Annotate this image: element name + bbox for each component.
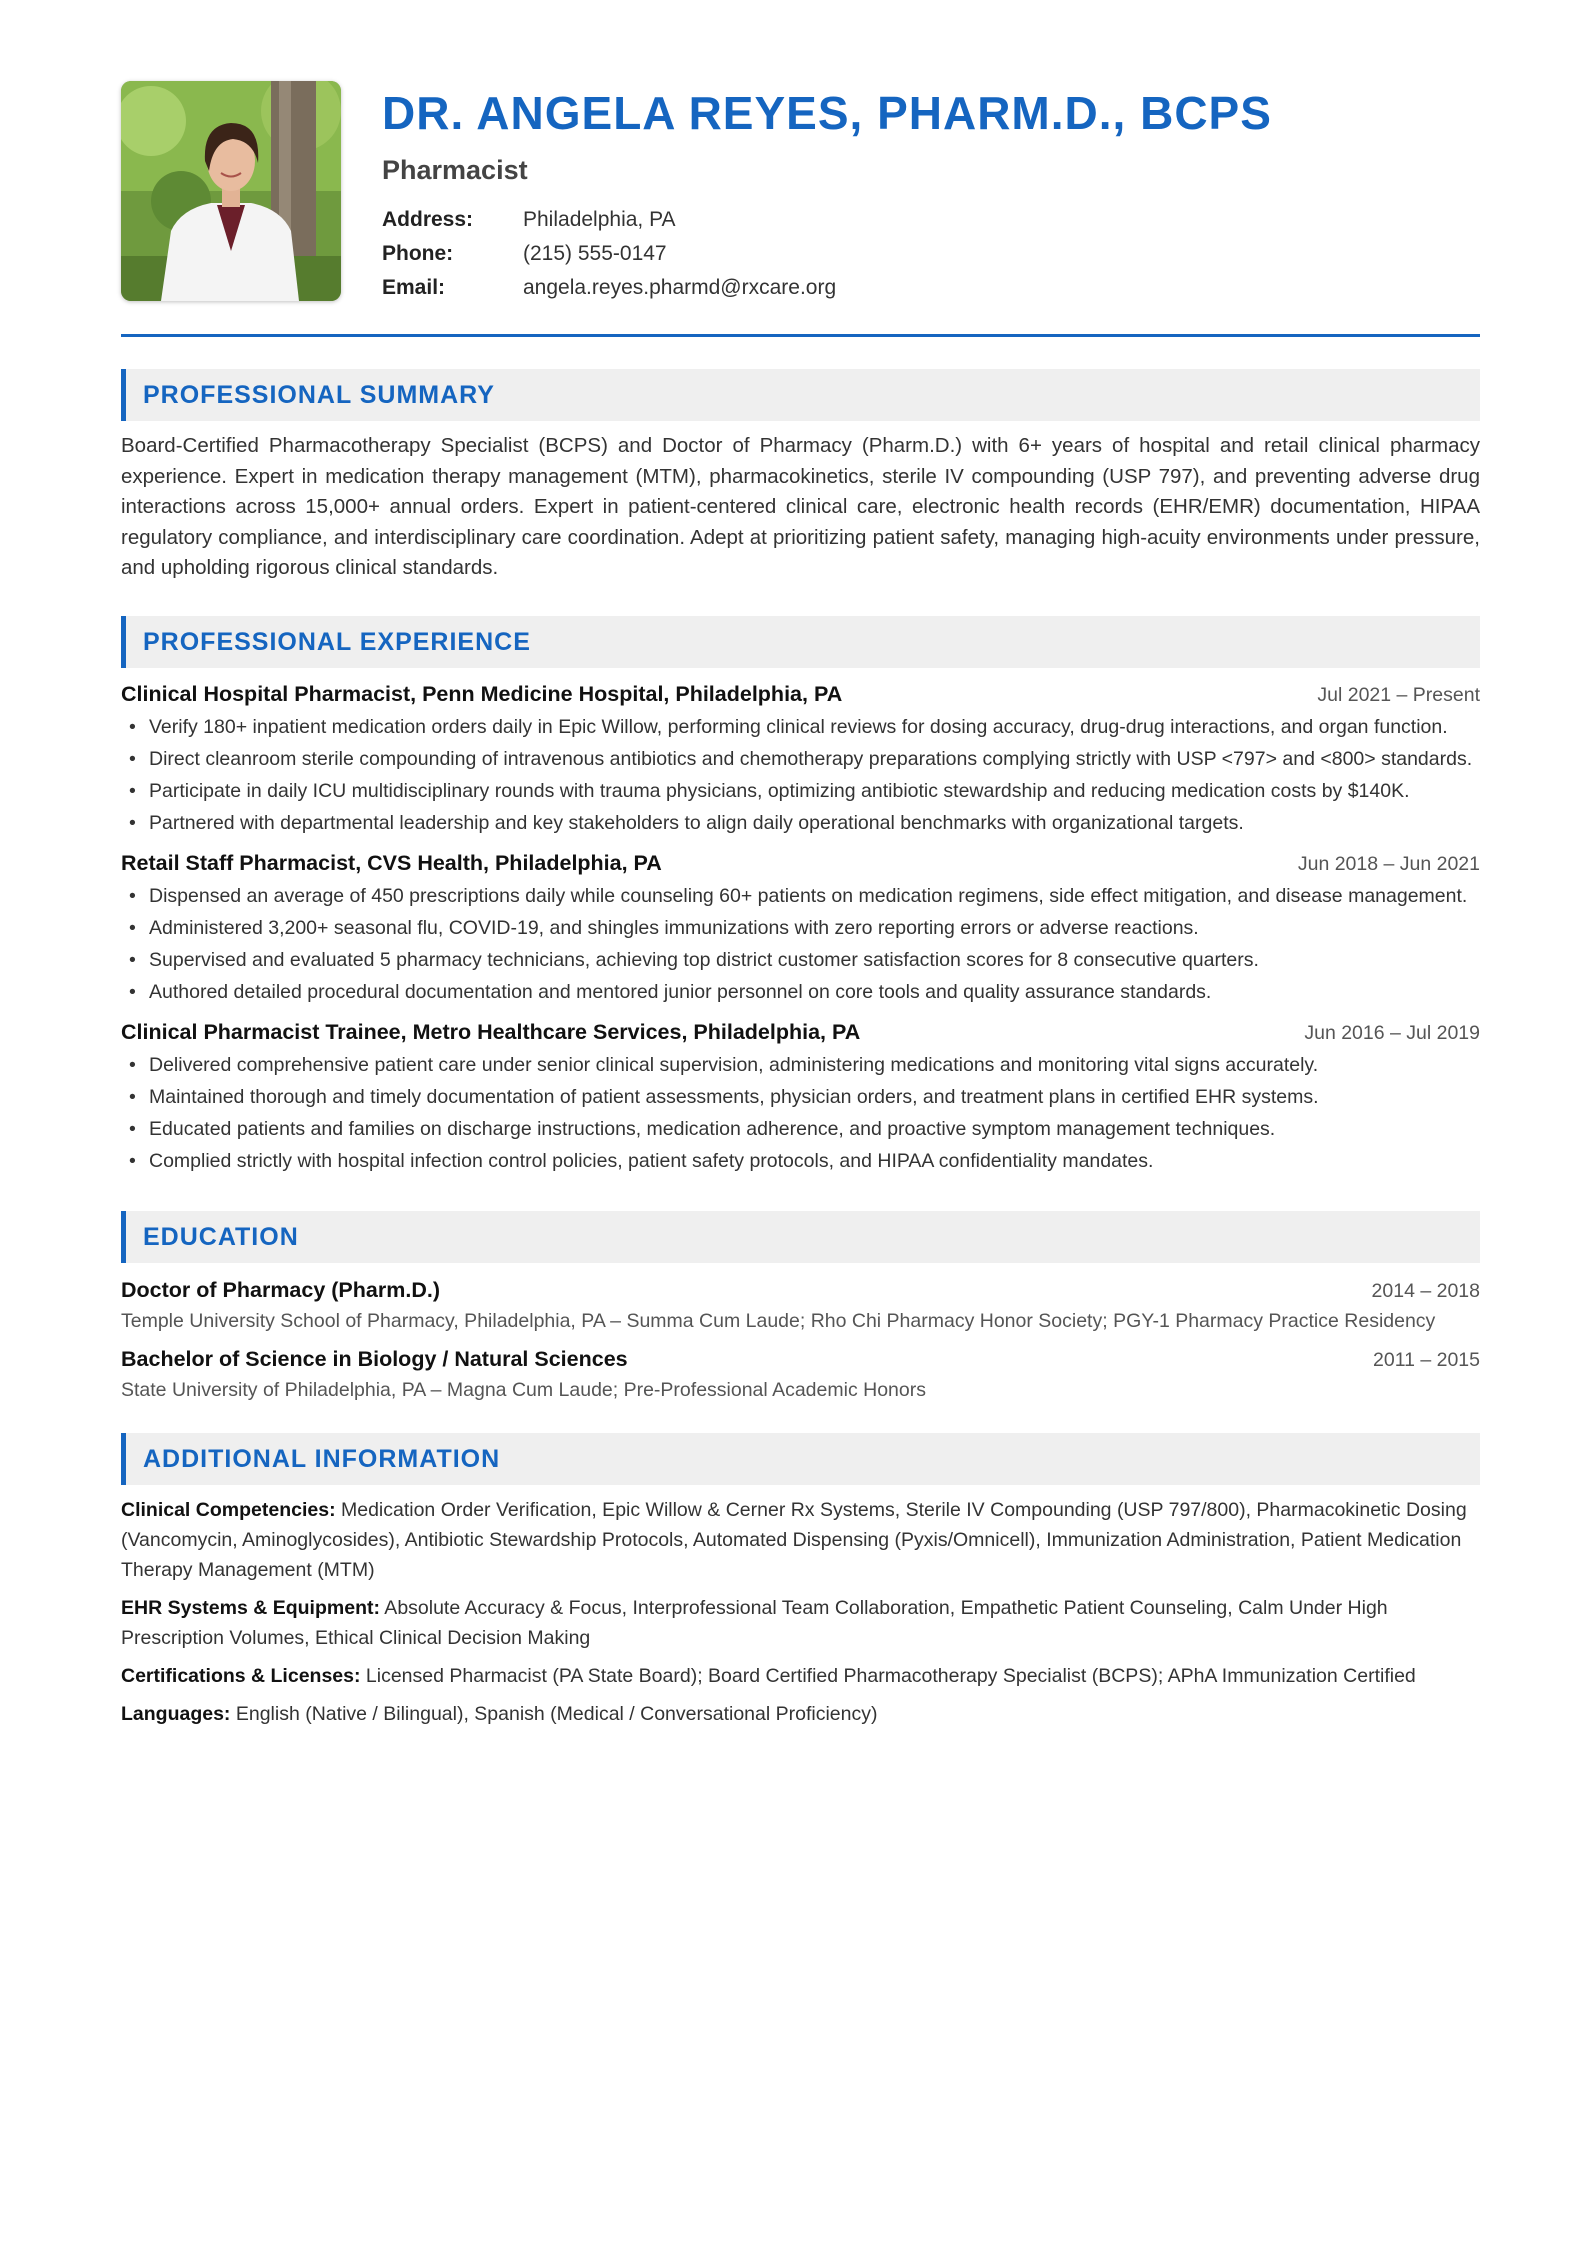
info-label: Clinical Competencies: bbox=[121, 1498, 336, 1521]
job-role: Pharmacist bbox=[382, 155, 528, 185]
info-label: EHR Systems & Equipment: bbox=[121, 1596, 380, 1619]
job-entry bbox=[121, 847, 1480, 1006]
job-header bbox=[121, 678, 1480, 711]
contact-address bbox=[382, 203, 1272, 237]
bullet-item: • Complied strictly with hospital infection control policies, patient safety protocols, and HIPAA confidentiality mandates. bbox=[121, 1147, 1480, 1175]
job-title: Clinical Pharmacist Trainee, Metro Healthcare Services, Philadelphia, PA bbox=[121, 1019, 861, 1044]
contact-block bbox=[382, 203, 1272, 305]
contact-label: Email: bbox=[382, 276, 446, 299]
info-item bbox=[121, 1699, 1480, 1729]
info-label: Languages: bbox=[121, 1702, 231, 1725]
contact-email bbox=[382, 271, 1272, 305]
info-item bbox=[121, 1661, 1480, 1691]
section-title-additional: ADDITIONAL INFORMATION bbox=[121, 1433, 1480, 1485]
contact-label: Address: bbox=[382, 208, 474, 231]
contact-value: Philadelphia, PA bbox=[523, 208, 676, 231]
education-entry bbox=[121, 1344, 1480, 1405]
resume-header bbox=[121, 81, 1480, 301]
education-entry bbox=[121, 1275, 1480, 1336]
contact-label: Phone: bbox=[382, 242, 454, 265]
job-header bbox=[121, 847, 1480, 880]
section-title-summary: PROFESSIONAL SUMMARY bbox=[121, 369, 1480, 421]
job-date: Jun 2016 – Jul 2019 bbox=[1304, 1021, 1480, 1044]
summary-text: Board-Certified Pharmacotherapy Specialist (BCPS) and Doctor of Pharmacy (Pharm.D.) with 6+ years of hospital and retail clinical pharmacy experience. Expert in medication therapy management (MTM), pharmacokinetics, sterile IV compounding (USP 797), and preventing adverse drug interactions across 15,000+ annual orders. Expert in patient-centered clinical care, electronic health records (EHR/EMR) documentation, HIPAA regulatory compliance, and interdisciplinary care coordination. Adept at prioritizing patient safety, managing high-acuity environments under pressure, and upholding rigorous clinical standards. bbox=[121, 434, 1480, 579]
education-detail: Temple University School of Pharmacy, Philadelphia, PA – Summa Cum Laude; Rho Chi Pharmacy Honor Society; PGY-1 Pharmacy Practice Residency bbox=[121, 1309, 1436, 1332]
job-title: Clinical Hospital Pharmacist, Penn Medicine Hospital, Philadelphia, PA bbox=[121, 681, 843, 706]
bullet-item: • Administered 3,200+ seasonal flu, COVID-19, and shingles immunizations with zero reporting errors or adverse reactions. bbox=[121, 914, 1480, 942]
bullet-item: • Partnered with departmental leadership and key stakeholders to align daily operational benchmarks with organizational targets. bbox=[121, 809, 1480, 837]
bullet-item: • Verify 180+ inpatient medication orders daily in Epic Willow, performing clinical reviews for dosing accuracy, drug-drug interactions, and organ function. bbox=[121, 713, 1480, 741]
job-date: Jun 2018 – Jun 2021 bbox=[1297, 852, 1480, 875]
info-text: Medication Order Verification, Epic Willow & Cerner Rx Systems, Sterile IV Compounding (USP 797/800), Pharmacokinetic Dosing (Vancomycin, Aminoglycosides), Antibiotic Stewardship Protocols, Automated Dispensing (Pyxis/Omnicell), Immunization Administration, Patient Medication Therapy Management (MTM) bbox=[121, 1498, 1467, 1581]
info-text: Licensed Pharmacist (PA State Board); Board Certified Pharmacotherapy Specialist (BCPS); APhA Immunization Certified bbox=[360, 1664, 1416, 1687]
degree-title: Doctor of Pharmacy (Pharm.D.) bbox=[121, 1277, 440, 1302]
profile-photo bbox=[121, 81, 341, 301]
job-date: Jul 2021 – Present bbox=[1317, 683, 1480, 706]
contact-phone bbox=[382, 237, 1272, 271]
bullet-item: • Authored detailed procedural documentation and mentored junior personnel on core tools and quality assurance standards. bbox=[121, 978, 1480, 1006]
header-text bbox=[382, 81, 1272, 305]
contact-value: (215) 555-0147 bbox=[523, 242, 667, 265]
bullet-item: • Supervised and evaluated 5 pharmacy technicians, achieving top district customer satisfaction scores for 8 consecutive quarters. bbox=[121, 946, 1480, 974]
info-text: English (Native / Bilingual), Spanish (Medical / Conversational Proficiency) bbox=[230, 1702, 878, 1725]
bullet-item: • Maintained thorough and timely documentation of patient assessments, physician orders, and treatment plans in certified EHR systems. bbox=[121, 1083, 1480, 1111]
job-bullets bbox=[121, 882, 1480, 1006]
job-bullets bbox=[121, 1051, 1480, 1175]
bullet-item: • Direct cleanroom sterile compounding of intravenous antibiotics and chemotherapy preparations complying strictly with USP <797> and <800> standards. bbox=[121, 745, 1480, 773]
section-title-education: EDUCATION bbox=[121, 1211, 1480, 1263]
job-header bbox=[121, 1016, 1480, 1049]
info-text: Absolute Accuracy & Focus, Interprofessional Team Collaboration, Empathetic Patient Counseling, Calm Under High Prescription Volumes, Ethical Clinical Decision Making bbox=[121, 1596, 1388, 1649]
bullet-item: • Delivered comprehensive patient care under senior clinical supervision, administering medications and monitoring vital signs accurately. bbox=[121, 1051, 1480, 1079]
education-date: 2014 – 2018 bbox=[1371, 1279, 1480, 1302]
degree-title: Bachelor of Science in Biology / Natural Sciences bbox=[121, 1346, 628, 1371]
contact-value: angela.reyes.pharmd@rxcare.org bbox=[523, 276, 837, 299]
education-header bbox=[121, 1344, 1480, 1375]
candidate-name: DR. ANGELA REYES, PHARM.D., BCPS bbox=[382, 87, 1272, 139]
job-title: Retail Staff Pharmacist, CVS Health, Philadelphia, PA bbox=[121, 850, 662, 875]
info-label: Certifications & Licenses: bbox=[121, 1664, 361, 1687]
bullet-item: • Educated patients and families on discharge instructions, medication adherence, and proactive symptom management techniques. bbox=[121, 1115, 1480, 1143]
education-header bbox=[121, 1275, 1480, 1306]
job-entry bbox=[121, 678, 1480, 837]
education-date: 2011 – 2015 bbox=[1373, 1348, 1480, 1371]
info-item bbox=[121, 1593, 1480, 1653]
bullet-item: • Dispensed an average of 450 prescriptions daily while counseling 60+ patients on medication regimens, side effect mitigation, and disease management. bbox=[121, 882, 1480, 910]
info-item bbox=[121, 1495, 1480, 1585]
section-title-experience: PROFESSIONAL EXPERIENCE bbox=[121, 616, 1480, 668]
bullet-item: • Participate in daily ICU multidisciplinary rounds with trauma physicians, optimizing antibiotic stewardship and reducing medication costs by $140K. bbox=[121, 777, 1480, 805]
header-divider bbox=[121, 334, 1480, 337]
education-detail: State University of Philadelphia, PA – Magna Cum Laude; Pre-Professional Academic Honors bbox=[121, 1378, 926, 1401]
job-bullets bbox=[121, 713, 1480, 837]
job-entry bbox=[121, 1016, 1480, 1175]
